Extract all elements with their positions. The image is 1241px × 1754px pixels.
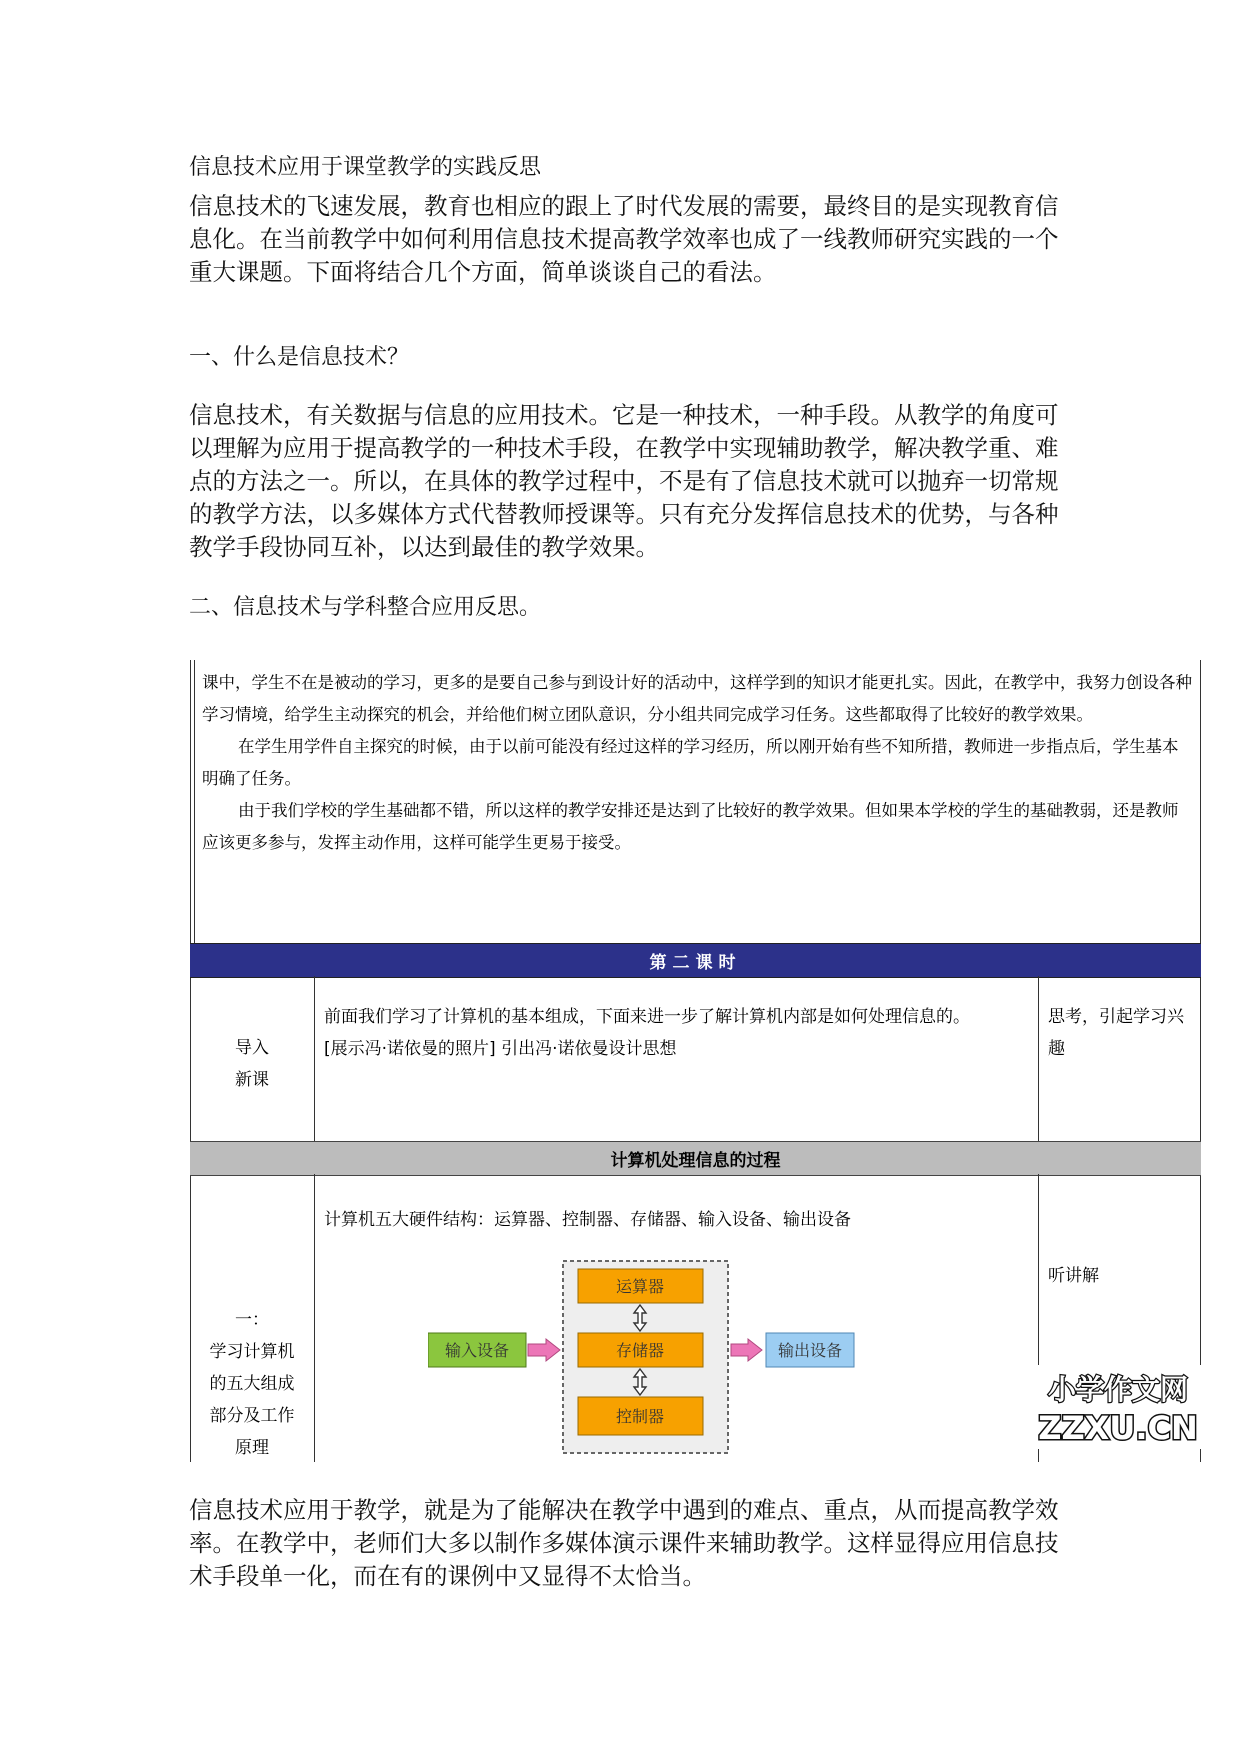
svg-text:ZZXU.CN: ZZXU.CN (1038, 1409, 1198, 1447)
intro-paragraph: 信息技术的飞速发展，教育也相应的跟上了时代发展的需要，最终目的是实现教育信息化。在当前教学中如何利用信息技术提高教学效率也成了一线教师研究实践的一个重大课题。下面将结合几个方面，简单谈谈自己的看法。 (189, 192, 1059, 286)
row2-label-line: 原理 (235, 1438, 269, 1458)
row2-note: 听讲解 (1048, 1266, 1099, 1286)
row2-label-line: 的五大组成 (209, 1374, 295, 1394)
control-label: 控制器 (615, 1407, 665, 1426)
row2-label-line: 一： (235, 1310, 269, 1330)
notes-paragraph: 课中，学生不在是被动的学习，更多的是要自己参与到设计好的活动中，这样学到的知识才能更扎实。因此，在教学中，我努力创设各种学习情境，给学生主动探究的机会，并给他们树立团队意识，分小组共同完成学习任务。这些都取得了比较好的教学效果。 (202, 673, 1192, 724)
reflection-notes (202, 667, 1192, 859)
table-border-right (1200, 660, 1201, 1462)
document-title: 信息技术应用于课堂教学的实践反思 (189, 155, 542, 180)
table-inner-left-border (194, 660, 195, 943)
site-watermark-logo (1035, 1365, 1201, 1449)
embedded-lesson-table (190, 660, 1201, 1462)
row1-label-line: 导入 (235, 1038, 269, 1058)
row1-divider (1038, 976, 1039, 1141)
row1-note: 思考，引起学习兴趣 (1048, 1007, 1184, 1059)
notes-paragraph: 由于我们学校的学生基础都不错，所以这样的教学安排还是达到了比较好的教学效果。但如果本学校的学生的基础教弱，还是教师应该更多参与，发挥主动作用，这样可能学生更易于接受。 (202, 801, 1179, 852)
notes-paragraph: 在学生用学件自主探究的时候，由于以前可能没有经过这样的学习经历，所以刚开始有些不知所措，教师进一步指点后，学生基本明确了任务。 (202, 737, 1179, 788)
closing-paragraph: 信息技术应用于教学，就是为了能解决在教学中遇到的难点、重点，从而提高教学效率。在教学中，老师们大多以制作多媒体演示课件来辅助教学。这样显得应用信息技术手段单一化，而在有的课例中又显得不太恰当。 (189, 1496, 1059, 1590)
section1-paragraph: 信息技术，有关数据与信息的应用技术。它是一种技术，一种手段。从教学的角度可以理解为应用于提高教学的一种技术手段，在教学中实现辅助教学，解决教学重、难点的方法之一。所以，在具体的教学过程中，不是有了信息技术就可以抛弃一切常规的教学方法，以多媒体方式代替教师授课等。只有充分发挥信息技术的优势，与各种教学手段协同互补，以达到最佳的教学效果。 (189, 401, 1059, 561)
section2-heading: 二、信息技术与学科整合应用反思。 (189, 595, 542, 620)
row1-label-line: 新课 (235, 1070, 269, 1090)
section1-heading: 一、什么是信息技术？ (189, 345, 410, 370)
lesson-header-bar: 第二课时 (190, 943, 1201, 978)
row1-content (324, 1001, 1030, 1065)
computer-components-diagram (428, 1259, 858, 1459)
row1-content-line: 前面我们学习了计算机的基本组成，下面来进一步了解计算机内部是如何处理信息的。 (324, 1007, 970, 1027)
row2-divider (314, 1174, 315, 1462)
memory-label: 存储器 (615, 1341, 665, 1360)
row1-label (190, 1032, 314, 1096)
row2-label (190, 1304, 314, 1462)
right-arrow-icon (528, 1339, 560, 1361)
process-header-bar: 计算机处理信息的过程 (190, 1141, 1201, 1176)
row1-divider (314, 976, 315, 1141)
row2-label-line: 学习计算机 (209, 1342, 295, 1362)
input-label: 输入设备 (444, 1341, 510, 1360)
output-label: 输出设备 (777, 1341, 843, 1360)
alu-label: 运算器 (615, 1277, 665, 1296)
right-arrow-icon (731, 1339, 762, 1361)
row2-content: 计算机五大硬件结构：运算器、控制器、存储器、输入设备、输出设备 (324, 1210, 851, 1230)
row1-content-line: [展示冯·诺依曼的照片] 引出冯·诺依曼设计思想 (324, 1039, 677, 1059)
svg-text:小学作文网: 小学作文网 (1047, 1373, 1189, 1406)
row2-label-line: 部分及工作 (209, 1406, 295, 1426)
